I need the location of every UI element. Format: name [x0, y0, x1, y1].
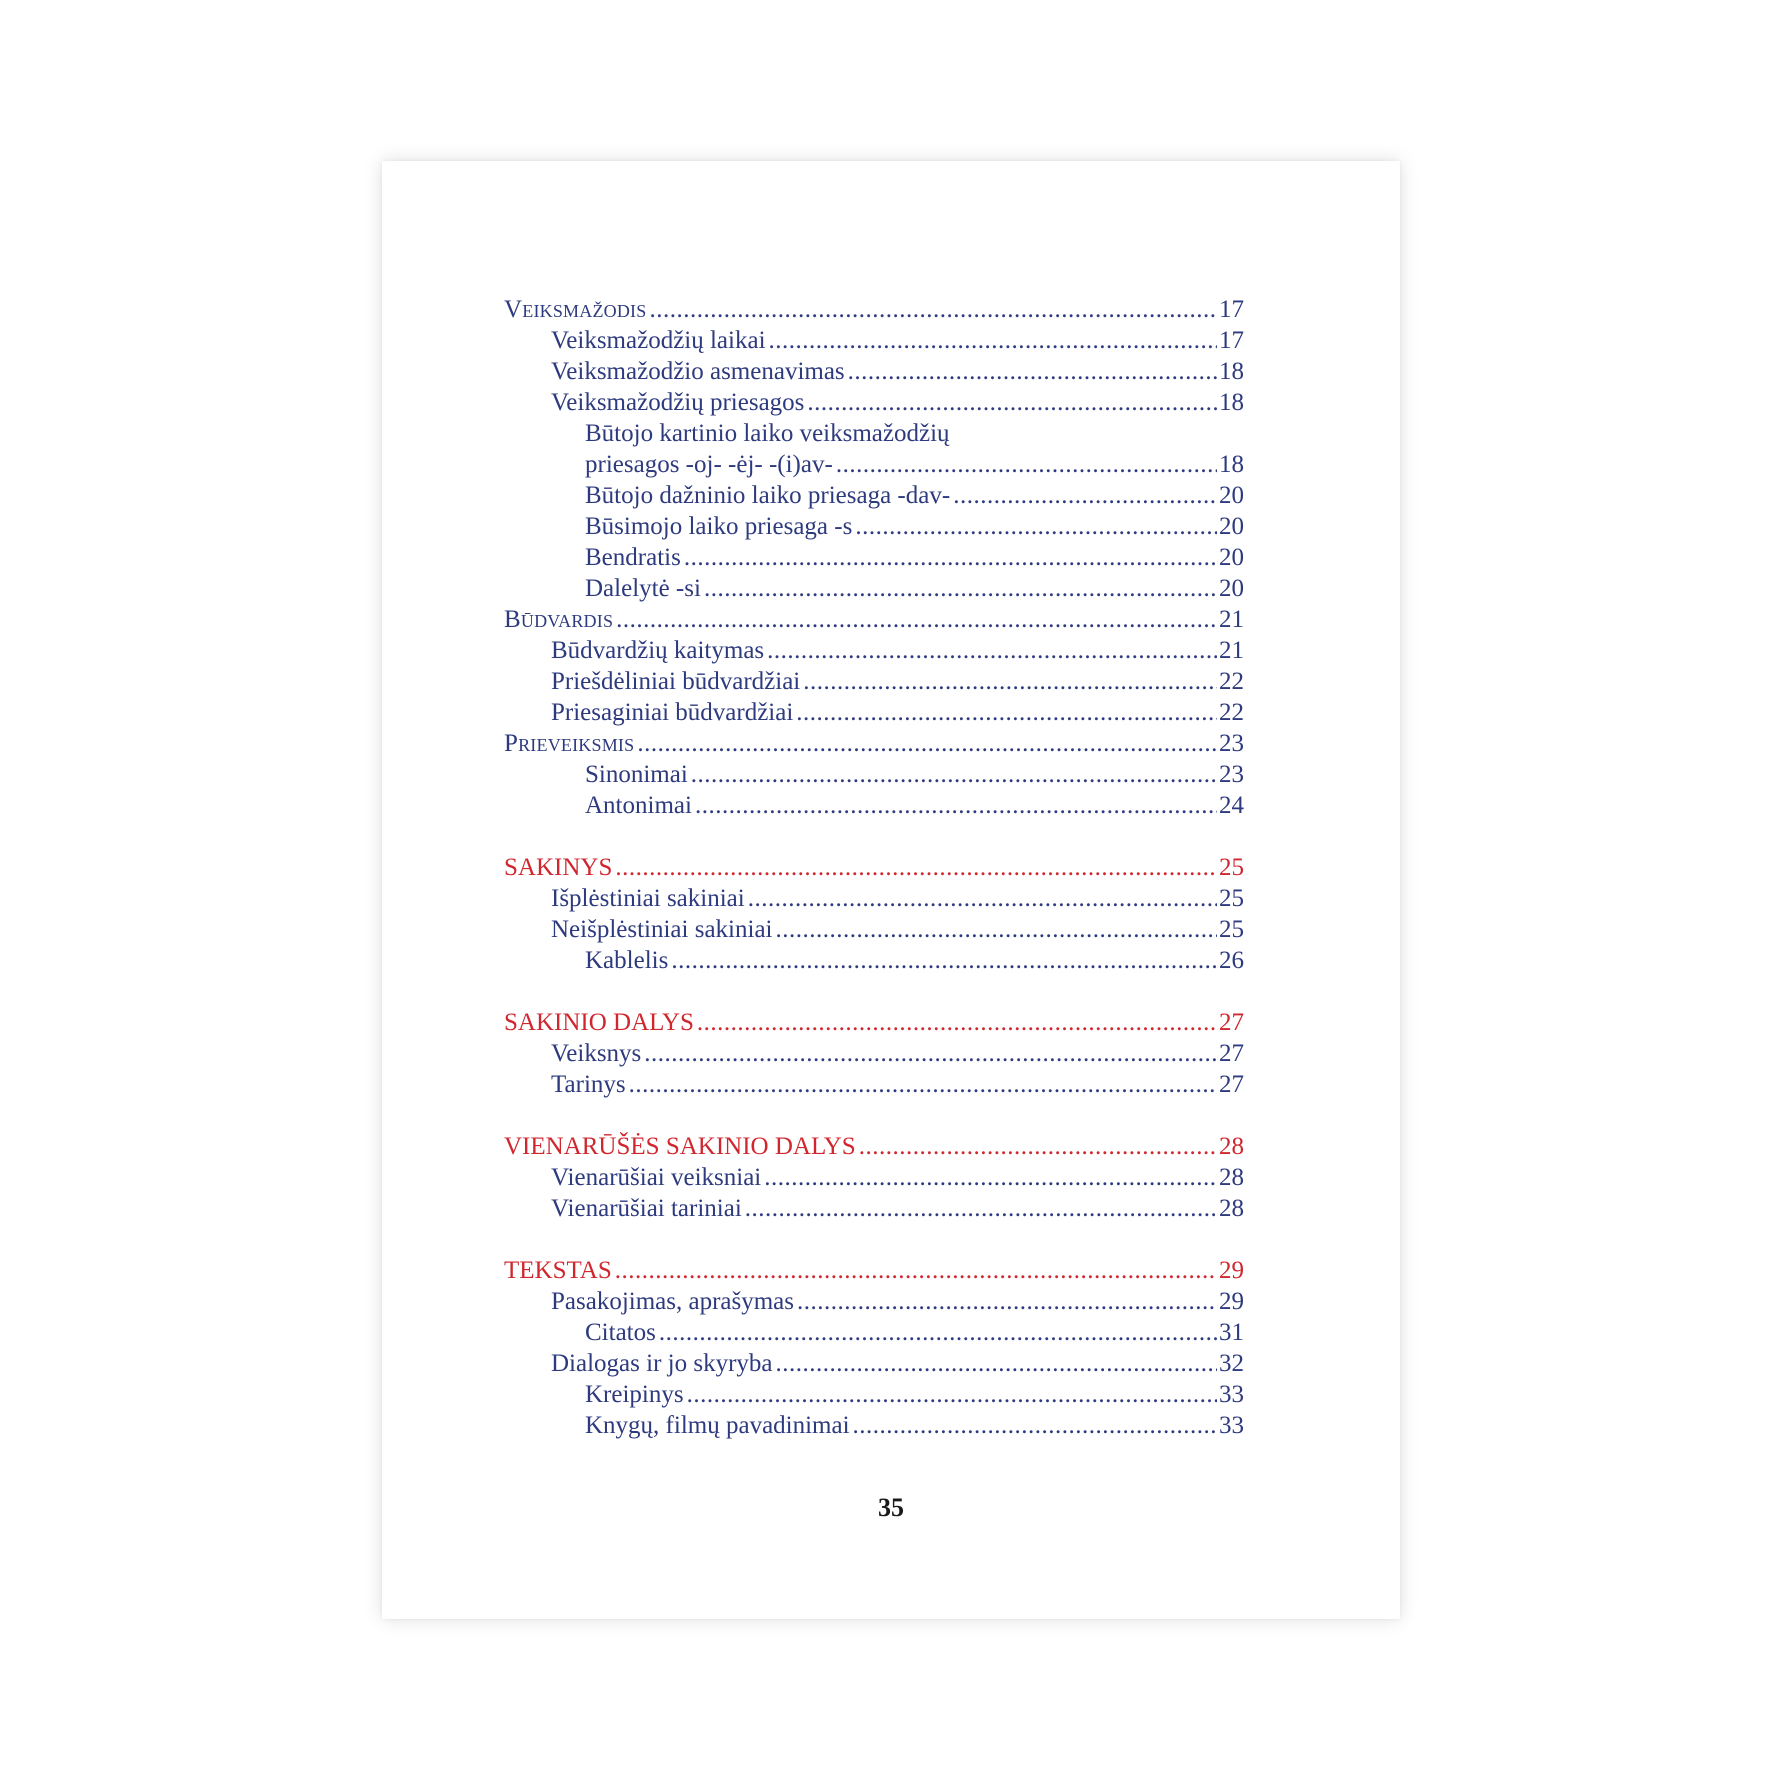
dot-leader — [796, 697, 1217, 728]
dot-leader — [616, 604, 1217, 635]
dot-leader — [704, 573, 1217, 604]
toc-entry-page: 23 — [1219, 730, 1244, 757]
toc-entry — [504, 418, 1244, 449]
toc-entry — [504, 542, 1244, 573]
toc-entry-title: TEKSTAS — [504, 1257, 612, 1284]
toc-entry-title: Būdvardžių kaitymas — [551, 637, 765, 664]
toc-entry-title: VIENARŪŠĖS SAKINIO DALYS — [504, 1133, 856, 1160]
dot-leader — [803, 666, 1217, 697]
toc-chapter-heading — [504, 1007, 1244, 1038]
toc-entry — [504, 449, 1244, 480]
dot-leader — [797, 1286, 1217, 1317]
toc-entry — [504, 294, 1244, 325]
toc-entry-page: 25 — [1219, 854, 1244, 881]
toc-entry-page: 17 — [1219, 327, 1244, 354]
toc-entry-page: 18 — [1219, 389, 1244, 416]
section-gap — [504, 821, 1244, 852]
toc-chapter-heading — [504, 852, 1244, 883]
toc-entry-page: 20 — [1219, 575, 1244, 602]
toc-entry-page: 27 — [1219, 1040, 1244, 1067]
toc-entry-title: Išplėstiniai sakiniai — [551, 885, 745, 912]
toc-entry-title: Dialogas ir jo skyryba — [551, 1350, 773, 1377]
toc-entry-page: 20 — [1219, 482, 1244, 509]
toc-entry-title: Būtojo kartinio laiko veiksmažodžių — [585, 420, 950, 447]
dot-leader — [953, 480, 1217, 511]
toc-entry-page: 21 — [1219, 637, 1244, 664]
toc-entry-page: 20 — [1219, 544, 1244, 571]
toc-entry — [504, 356, 1244, 387]
dot-leader — [687, 1379, 1217, 1410]
toc-entry-page: 26 — [1219, 947, 1244, 974]
section-gap — [504, 1100, 1244, 1131]
dot-leader — [684, 542, 1217, 573]
toc-entry-title: Vienarūšiai veiksniai — [551, 1164, 762, 1191]
toc-entry-page: 24 — [1219, 792, 1244, 819]
toc-entry — [504, 480, 1244, 511]
toc-entry-title: Priešdėliniai būdvardžiai — [551, 668, 801, 695]
dot-leader — [855, 511, 1217, 542]
toc-entry-title: Antonimai — [585, 792, 692, 819]
book-page — [382, 161, 1400, 1619]
dot-leader — [695, 790, 1217, 821]
toc-entry — [504, 1379, 1244, 1410]
toc-entry — [504, 1038, 1244, 1069]
toc-entry-title: Būdvardis — [504, 606, 614, 633]
toc-entry — [504, 914, 1244, 945]
toc-entry — [504, 728, 1244, 759]
toc-entry-title: Pasakojimas, aprašymas — [551, 1288, 795, 1315]
toc-entry-title: Vienarūšiai tariniai — [551, 1195, 742, 1222]
dot-leader — [644, 1038, 1217, 1069]
toc-entry-page: 18 — [1219, 358, 1244, 385]
toc-entry — [504, 573, 1244, 604]
dot-leader — [836, 449, 1217, 480]
toc-entry-page: 28 — [1219, 1133, 1244, 1160]
toc-entry-title: Prieveiksmis — [504, 730, 635, 757]
toc-entry-title: Neišplėstiniai sakiniai — [551, 916, 773, 943]
dot-leader — [637, 728, 1217, 759]
toc-entry-page: 17 — [1219, 296, 1244, 323]
toc-entry-page: 18 — [1219, 451, 1244, 478]
dot-leader — [769, 325, 1217, 356]
toc-entry — [504, 759, 1244, 790]
toc-entry-title: Tarinys — [551, 1071, 626, 1098]
toc-entry-title: Citatos — [585, 1319, 656, 1346]
toc-entry — [504, 511, 1244, 542]
toc-entry-page: 28 — [1219, 1164, 1244, 1191]
toc-entry — [504, 1317, 1244, 1348]
dot-leader — [649, 294, 1217, 325]
toc-entry — [504, 1410, 1244, 1441]
dot-leader — [615, 1255, 1217, 1286]
dot-leader — [775, 914, 1217, 945]
toc-entry-page: 21 — [1219, 606, 1244, 633]
toc-entry — [504, 945, 1244, 976]
toc-entry-title: SAKINYS — [504, 854, 613, 881]
toc-entry-page: 25 — [1219, 885, 1244, 912]
toc-entry-page: 32 — [1219, 1350, 1244, 1377]
section-gap — [504, 1224, 1244, 1255]
table-of-contents — [504, 294, 1244, 1441]
toc-entry-title: Priesaginiai būdvardžiai — [551, 699, 794, 726]
toc-entry-title: Knygų, filmų pavadinimai — [585, 1412, 850, 1439]
toc-entry-title: Veiksmažodžių priesagos — [551, 389, 805, 416]
toc-chapter-heading — [504, 1131, 1244, 1162]
toc-entry — [504, 325, 1244, 356]
dot-leader — [767, 635, 1217, 666]
toc-entry-title: Kablelis — [585, 947, 669, 974]
page-number: 35 — [878, 1493, 904, 1522]
dot-leader — [848, 356, 1217, 387]
toc-entry — [504, 387, 1244, 418]
toc-entry-title: Bendratis — [585, 544, 681, 571]
toc-entry-page: 27 — [1219, 1071, 1244, 1098]
toc-entry — [504, 697, 1244, 728]
toc-entry-page: 25 — [1219, 916, 1244, 943]
toc-entry — [504, 666, 1244, 697]
toc-entry — [504, 1348, 1244, 1379]
dot-leader — [807, 387, 1217, 418]
toc-chapter-heading — [504, 1255, 1244, 1286]
dot-leader — [775, 1348, 1217, 1379]
dot-leader — [748, 883, 1217, 914]
toc-entry — [504, 1286, 1244, 1317]
dot-leader — [745, 1193, 1217, 1224]
toc-entry-page: 33 — [1219, 1381, 1244, 1408]
toc-entry-title: Veiksmažodis — [504, 296, 647, 323]
toc-entry — [504, 635, 1244, 666]
toc-entry-title: Kreipinys — [585, 1381, 684, 1408]
toc-entry-page: 31 — [1219, 1319, 1244, 1346]
toc-entry-page: 22 — [1219, 668, 1244, 695]
toc-entry-page: 22 — [1219, 699, 1244, 726]
dot-leader — [853, 1410, 1217, 1441]
toc-entry-page: 29 — [1219, 1288, 1244, 1315]
toc-entry-page: 33 — [1219, 1412, 1244, 1439]
toc-entry-page: 23 — [1219, 761, 1244, 788]
toc-entry — [504, 1162, 1244, 1193]
dot-leader — [615, 852, 1217, 883]
toc-entry-page: 29 — [1219, 1257, 1244, 1284]
toc-entry — [504, 1193, 1244, 1224]
section-gap — [504, 976, 1244, 1007]
toc-entry-title: Sinonimai — [585, 761, 688, 788]
dot-leader — [671, 945, 1217, 976]
toc-entry-title: Būsimojo laiko priesaga -s — [585, 513, 853, 540]
toc-entry — [504, 604, 1244, 635]
toc-entry — [504, 790, 1244, 821]
toc-entry-title: Veiksmažodžio asmenavimas — [551, 358, 845, 385]
toc-entry-title: Dalelytė -si — [585, 575, 701, 602]
toc-entry-page: 27 — [1219, 1009, 1244, 1036]
toc-entry-title: priesagos -oj- -ėj- -(i)av- — [585, 451, 833, 478]
toc-entry-title: SAKINIO DALYS — [504, 1009, 694, 1036]
toc-entry — [504, 1069, 1244, 1100]
dot-leader — [659, 1317, 1217, 1348]
toc-entry — [504, 883, 1244, 914]
dot-leader — [764, 1162, 1217, 1193]
toc-entry-page: 28 — [1219, 1195, 1244, 1222]
toc-entry-page: 20 — [1219, 513, 1244, 540]
toc-entry-title: Veiksmažodžių laikai — [551, 327, 766, 354]
toc-entry-title: Veiksnys — [551, 1040, 642, 1067]
dot-leader — [629, 1069, 1217, 1100]
dot-leader — [691, 759, 1217, 790]
dot-leader — [697, 1007, 1217, 1038]
toc-entry-title: Būtojo dažninio laiko priesaga -dav- — [585, 482, 951, 509]
dot-leader — [859, 1131, 1217, 1162]
